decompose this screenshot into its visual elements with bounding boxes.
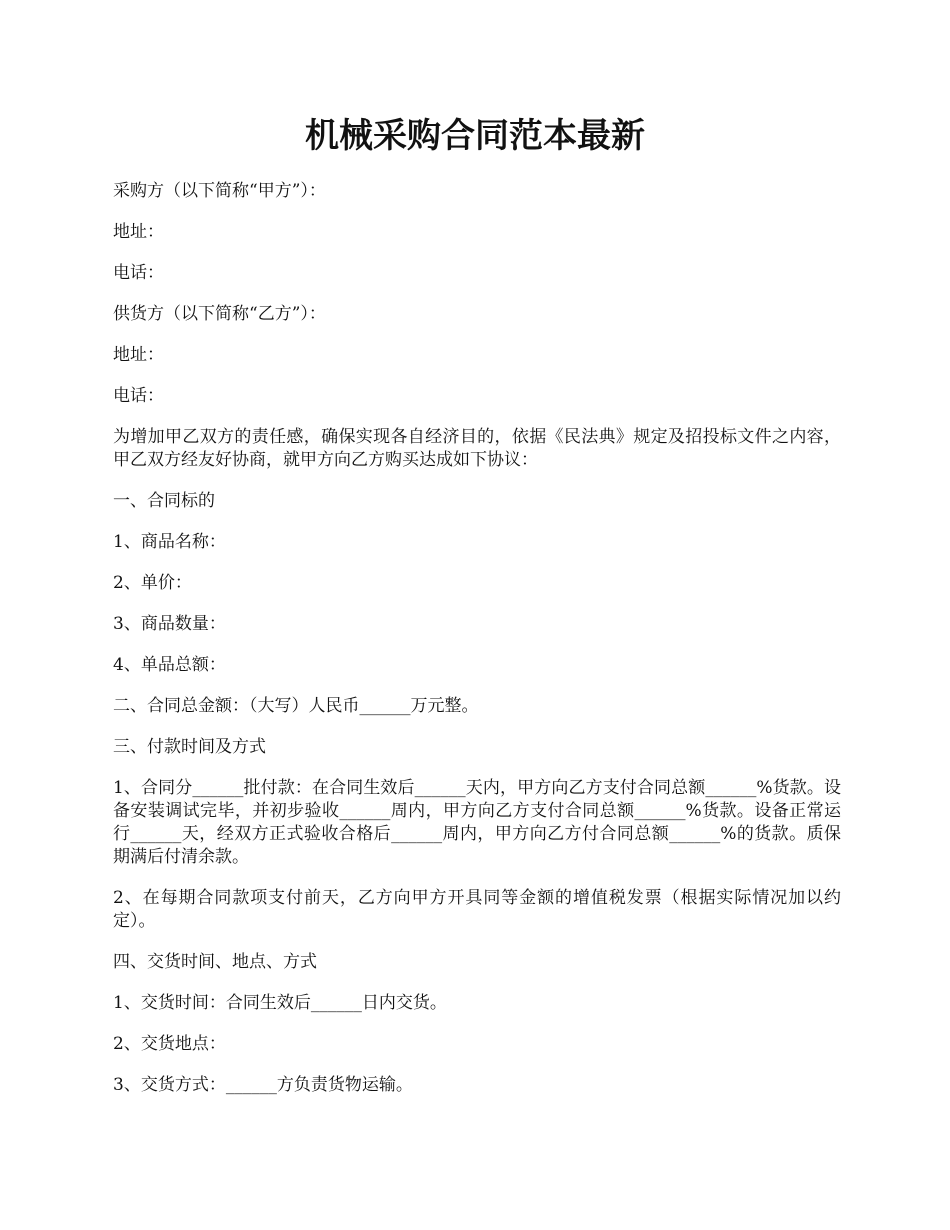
buyer-phone-line: 电话： [113,263,164,283]
clause-payment-schedule: 1、合同分______批付款：在合同生效后______天内，甲方向乙方支付合同总额______%货款。设备安装调试完毕，并初步验收______周内，甲方向乙方支付合同总额______%货款。设备正常运行______天，经双方正式验收合格后______周内，甲方向乙方付合同总额______%的货款。质保期满后付清余款。 [113,778,841,867]
clause-quantity: 3、商品数量： [113,614,226,634]
clause-unit-price: 2、单价： [113,573,192,593]
buyer-address-line: 地址： [113,222,164,242]
document-title: 机械采购合同范本最新 [305,116,645,156]
supplier-phone-line: 电话： [113,386,164,406]
preamble-paragraph: 为增加甲乙双方的责任感，确保实现各自经济目的，依据《民法典》规定及招投标文件之内容，甲乙双方经友好协商，就甲方向乙方购买达成如下协议： [113,427,841,470]
clause-product-name: 1、商品名称： [113,532,226,552]
document-body [113,180,841,1115]
clause-item-total: 4、单品总额： [113,655,226,675]
section-heading-delivery: 四、交货时间、地点、方式 [113,952,317,972]
clause-delivery-time: 1、交货时间：合同生效后______日内交货。 [113,993,447,1013]
supplier-line: 供货方（以下简称“乙方”）： [113,304,326,324]
section-heading-payment: 三、付款时间及方式 [113,737,266,757]
buyer-line: 采购方（以下简称“甲方”）： [113,181,326,201]
clause-delivery-place: 2、交货地点： [113,1034,226,1054]
supplier-address-line: 地址： [113,345,164,365]
clause-invoice: 2、在每期合同款项支付前天，乙方向甲方开具同等金额的增值税发票（根据实际情况加以约定）。 [113,888,841,931]
section-heading-total-amount: 二、合同总金额：（大写）人民币______万元整。 [113,696,479,716]
clause-delivery-method: 3、交货方式：______方负责货物运输。 [113,1075,413,1095]
section-heading-subject: 一、合同标的 [113,491,215,511]
